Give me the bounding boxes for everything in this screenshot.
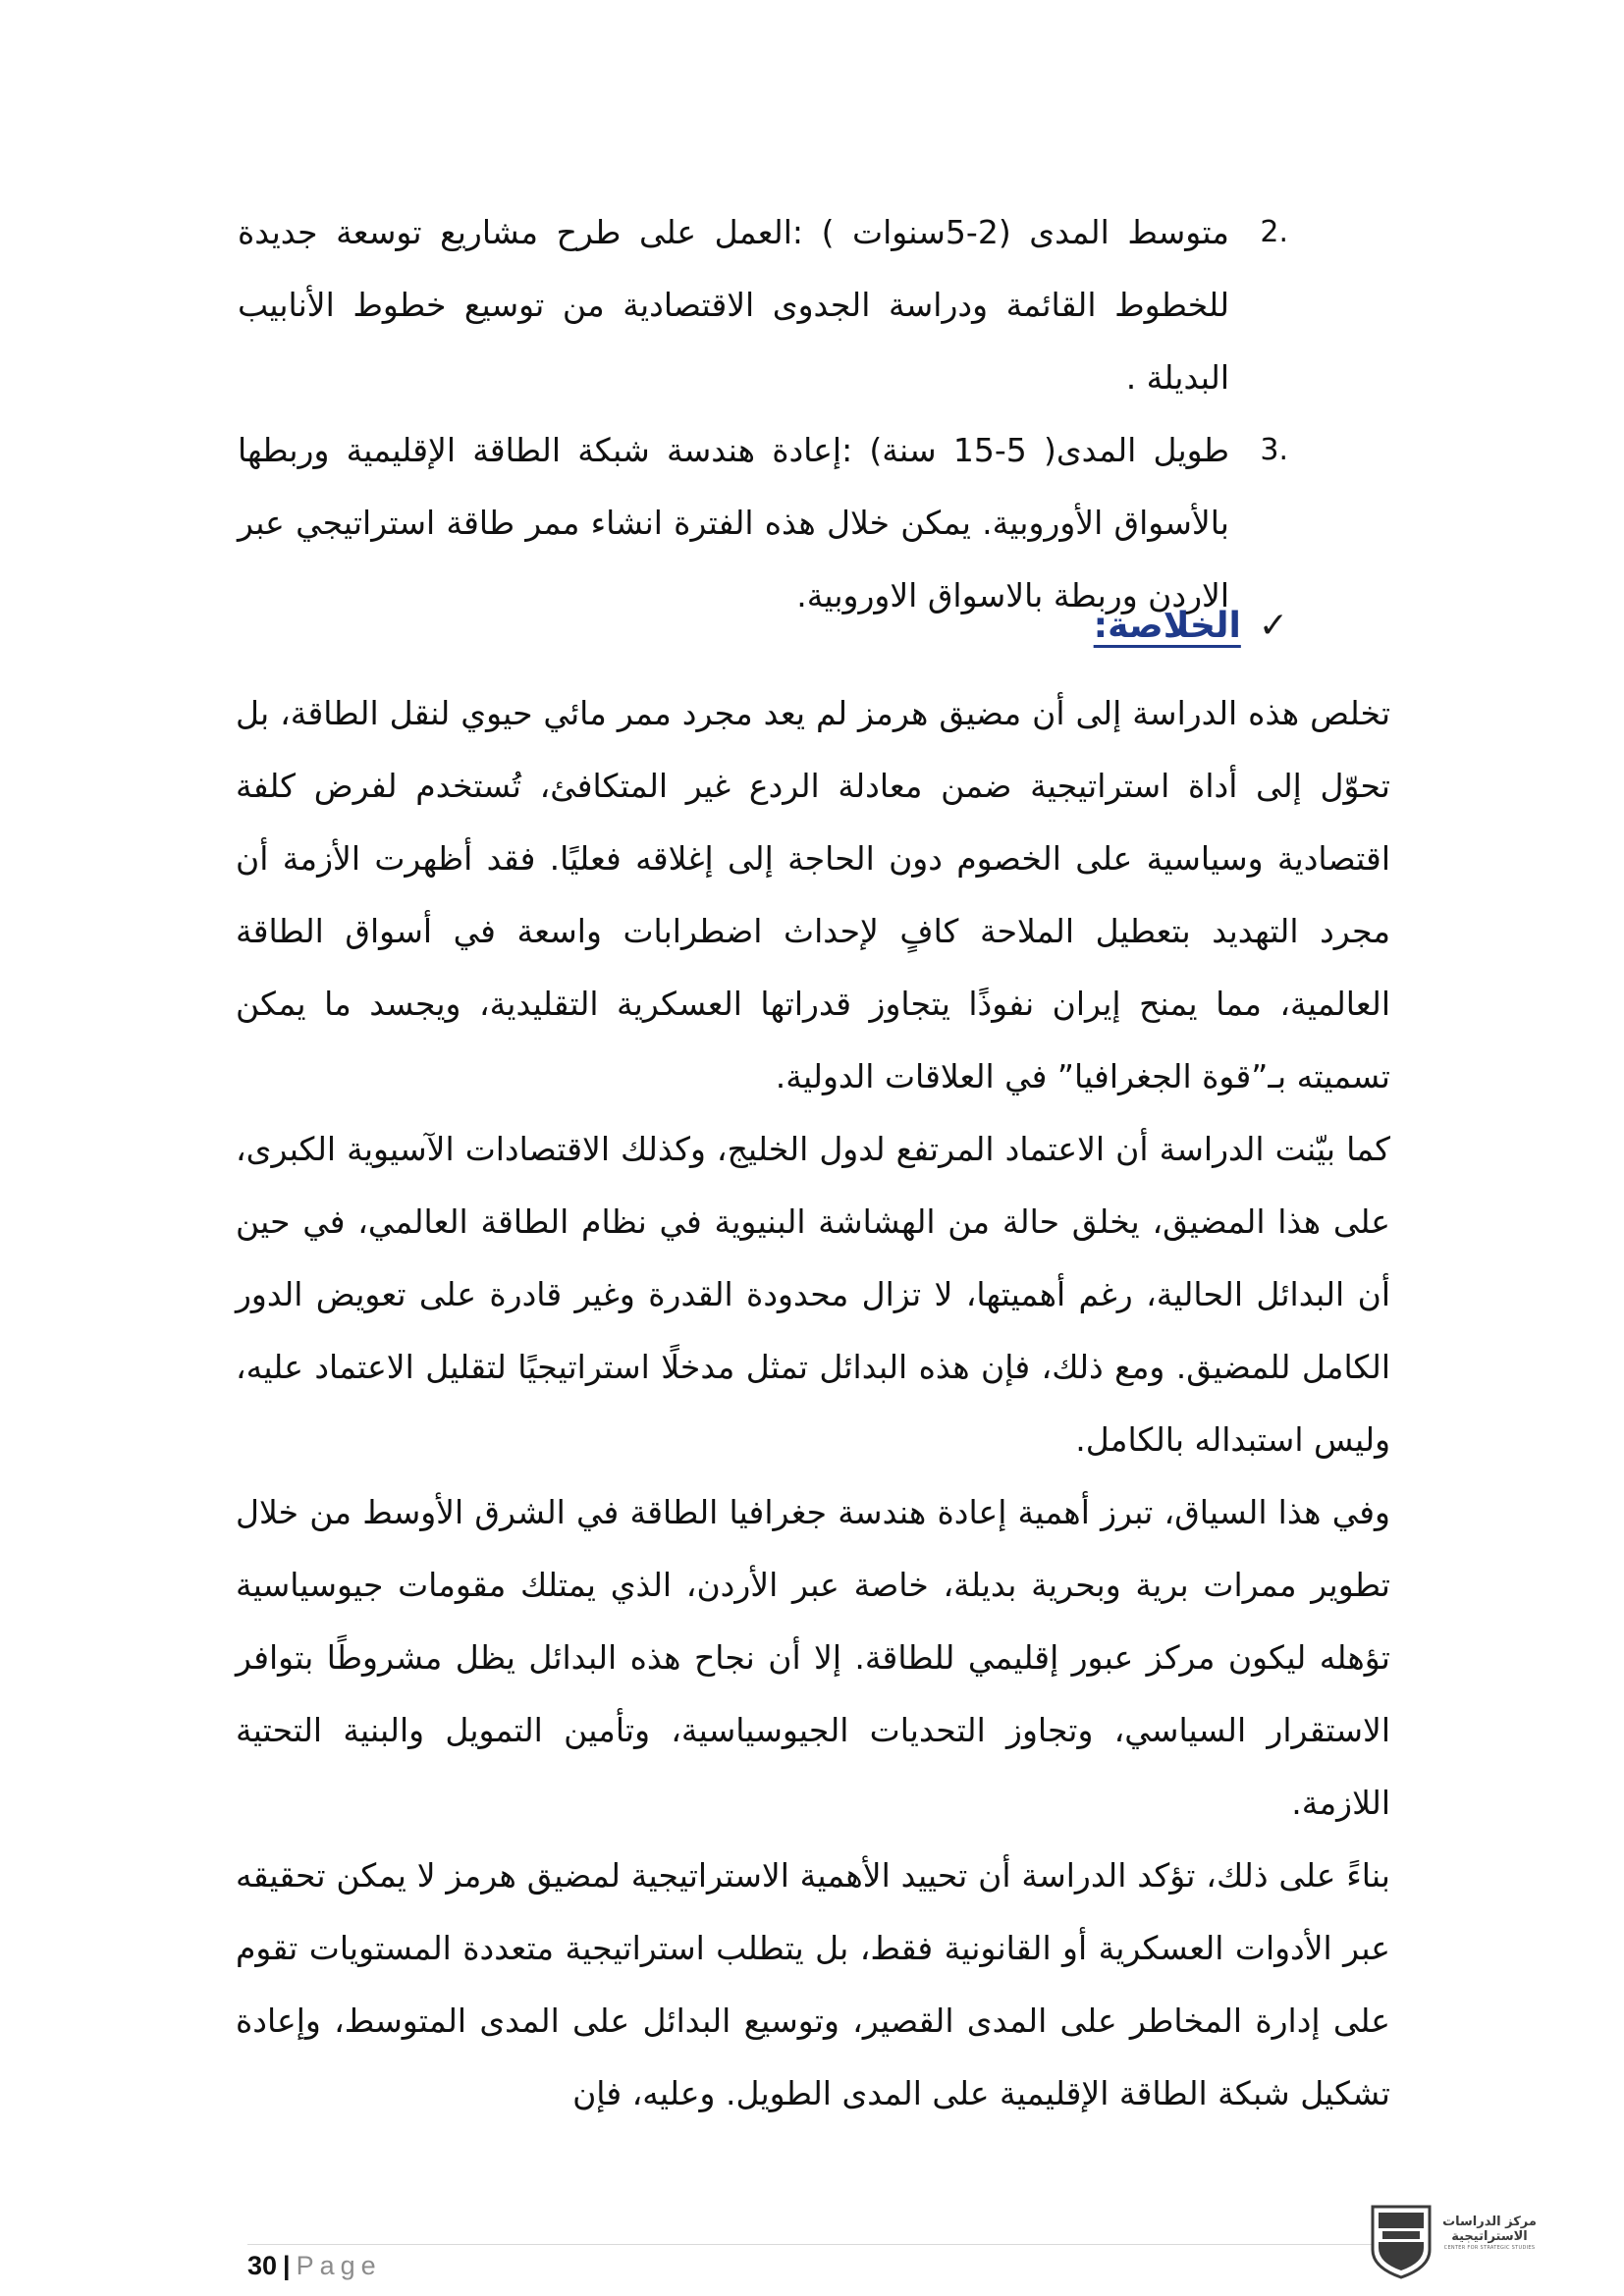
paragraph: بناءً على ذلك، تؤكد الدراسة أن تحييد الأهمية الاستراتيجية لمضيق هرمز لا يمكن تحقيقه عبر الأدوات العسكرية أو القانونية فقط، بل يتطلب استراتيجية متعددة المستويات تقوم على إدارة المخاطر على المدى القصير، وتوسيع البدائل على المدى المتوسط، وإعادة تشكيل شبكة الطاقة الإقليمية على المدى الطويل. وعليه، فإن bbox=[236, 1856, 1390, 2112]
list-item-number: .2 bbox=[1260, 215, 1288, 249]
paragraph: تخلص هذه الدراسة إلى أن مضيق هرمز لم يعد مجرد ممر مائي حيوي لنقل الطاقة، بل تحوّل إلى أداة استراتيجية ضمن معادلة الردع غير المتكافئ، تُستخدم لفرض كلفة اقتصادية وسياسية على الخصوم دون الحاجة إلى إغلاقه فعليًا. فقد أظهرت الأزمة أن مجرد التهديد بتعطيل الملاحة كافٍ لإحداث اضطرابات واسعة في أسواق الطاقة العالمية، مما يمنح إيران نفوذًا يتجاوز قدراتها العسكرية التقليدية، ويجسد ما يمكن تسميته بـ”قوة الجغرافيا” في العلاقات الدولية. bbox=[236, 694, 1390, 1095]
page-number: 30 bbox=[247, 2251, 278, 2280]
paragraph: كما بيّنت الدراسة أن الاعتماد المرتفع لدول الخليج، وكذلك الاقتصادات الآسيوية الكبرى، على هذا المضيق، يخلق حالة من الهشاشة البنيوية في نظام الطاقة العالمي، في حين أن البدائل الحالية، رغم أهميتها، لا تزال محدودة القدرة وغير قادرة على تعويض الدور الكامل للمضيق. ومع ذلك، فإن هذه البدائل تمثل مدخلًا استراتيجيًا لتقليل الاعتماد عليه، وليس استبداله بالكامل. bbox=[236, 1130, 1390, 1459]
footer-separator: | bbox=[283, 2251, 291, 2280]
logo-name-line1: مركز الدراسات bbox=[1442, 2215, 1537, 2229]
shield-logo-icon bbox=[1369, 2201, 1434, 2279]
logo-name-line2: الاستراتيجية bbox=[1451, 2229, 1528, 2244]
timeline-list bbox=[238, 196, 1288, 632]
page-number-footer bbox=[247, 2248, 382, 2283]
section-heading-text: الخلاصة: bbox=[1093, 606, 1241, 646]
list-item-medium-term bbox=[238, 196, 1288, 414]
page-label: Page bbox=[296, 2251, 382, 2280]
conclusion-body bbox=[236, 677, 1390, 2130]
logo-wordmark bbox=[1437, 2215, 1542, 2252]
footer-divider bbox=[247, 2244, 1377, 2245]
logo-english-name: CENTER FOR STRATEGIC STUDIES bbox=[1443, 2245, 1536, 2251]
checkmark-icon: ✓ bbox=[1258, 606, 1288, 646]
shield-bar bbox=[1382, 2231, 1420, 2239]
center-logo bbox=[1369, 2201, 1542, 2279]
list-item-text: طويل المدى( 5-15 سنة) :إعادة هندسة شبكة الطاقة الإقليمية وربطها بالأسواق الأوروبية. يمكن خلال هذه الفترة انشاء ممر طاقة استراتيجي عبر الاردن وربطة بالاسواق الاوروبية. bbox=[238, 431, 1229, 614]
section-heading bbox=[1094, 597, 1288, 656]
paragraph: وفي هذا السياق، تبرز أهمية إعادة هندسة جغرافيا الطاقة في الشرق الأوسط من خلال تطوير ممرات برية وبحرية بديلة، خاصة عبر الأردن، الذي يمتلك مقومات جيوسياسية تؤهله ليكون مركز عبور إقليمي للطاقة. إلا أن نجاح هذه البدائل يظل مشروطًا بتوافر الاستقرار السياسي، وتجاوز التحديات الجيوسياسية، وتأمين التمويل والبنية التحتية اللازمة. bbox=[236, 1493, 1390, 1822]
list-item-text: متوسط المدى (2-5سنوات ) :العمل على طرح مشاريع توسعة جديدة للخطوط القائمة ودراسة الجدوى الاقتصادية من توسيع خطوط الأنابيب البديلة . bbox=[238, 213, 1229, 397]
list-item-number: .3 bbox=[1260, 433, 1288, 467]
